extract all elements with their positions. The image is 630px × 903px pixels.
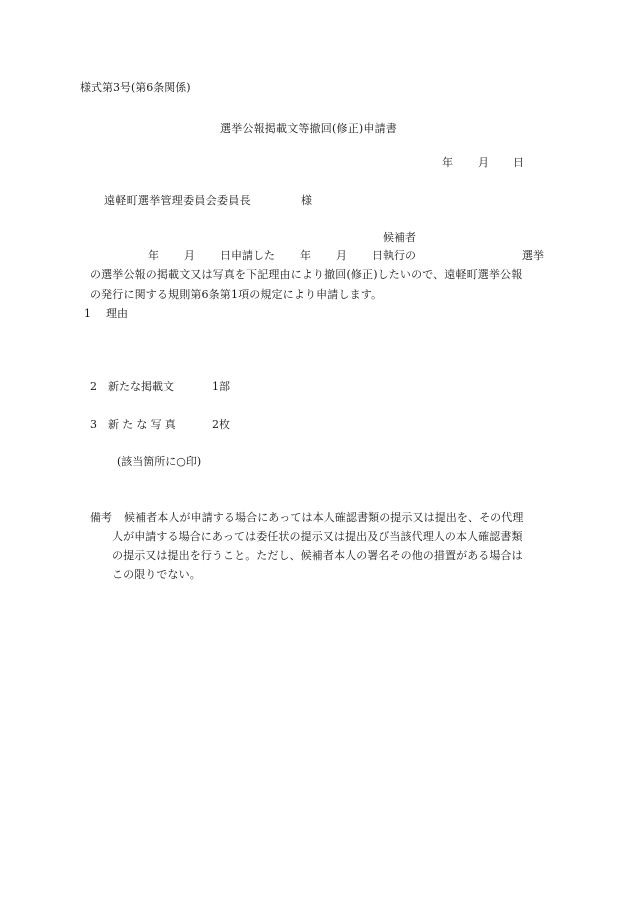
item-new-text	[90, 380, 230, 393]
application-day-label: 日申請した	[220, 249, 275, 262]
election-year-label: 年	[300, 249, 311, 262]
remarks-line-1: 候補者本人が申請する場合にあっては本人確認書類の提示又は提出を、その代理	[124, 511, 524, 524]
item-label: 新たな掲載文	[108, 380, 174, 393]
document-title: 選挙公報掲載文等撤回(修正)申請書	[220, 122, 397, 135]
date-day-label: 日	[513, 156, 524, 169]
item-quantity: 2枚	[212, 418, 230, 431]
item-number: 2	[90, 380, 97, 393]
body-line-3: の発行に関する規則第6条第1項の規定により申請します。	[90, 288, 383, 301]
item-reason	[84, 307, 128, 320]
application-year-label: 年	[148, 249, 159, 262]
form-number: 様式第3号(第6条関係)	[80, 81, 191, 94]
item-label: 新たな写真	[108, 418, 179, 431]
date-month-label: 月	[478, 156, 489, 169]
item-label: 理由	[106, 307, 128, 320]
remarks-line-3: の提示又は提出を行うこと。ただし、候補者本人の署名その他の措置がある場合は	[112, 549, 523, 562]
body-line-1	[90, 249, 544, 263]
item-new-photo	[90, 418, 230, 431]
election-day-label: 日執行の	[372, 249, 416, 262]
candidate-label: 候補者	[383, 231, 416, 244]
election-label: 選挙	[522, 249, 544, 262]
addressee: 遠軽町選挙管理委員会委員長	[104, 194, 251, 207]
remarks-line-4: この限りでない。	[112, 568, 201, 581]
honorific: 様	[301, 194, 312, 207]
item-number: 1	[84, 307, 91, 320]
marking-note: (該当箇所に○印)	[117, 455, 202, 468]
remarks-heading: 備考	[90, 511, 112, 524]
body-line-2: の選挙公報の掲載文又は写真を下記理由により撤回(修正)したいので、遠軽町選挙公報	[90, 268, 523, 281]
remarks-line-2: 人が申請する場合にあっては委任状の提示又は提出及び当該代理人の本人確認書類	[112, 530, 523, 543]
application-month-label: 月	[184, 249, 195, 262]
item-quantity: 1部	[212, 380, 230, 393]
election-month-label: 月	[336, 249, 347, 262]
item-number: 3	[90, 418, 97, 431]
date-year-label: 年	[442, 156, 453, 169]
